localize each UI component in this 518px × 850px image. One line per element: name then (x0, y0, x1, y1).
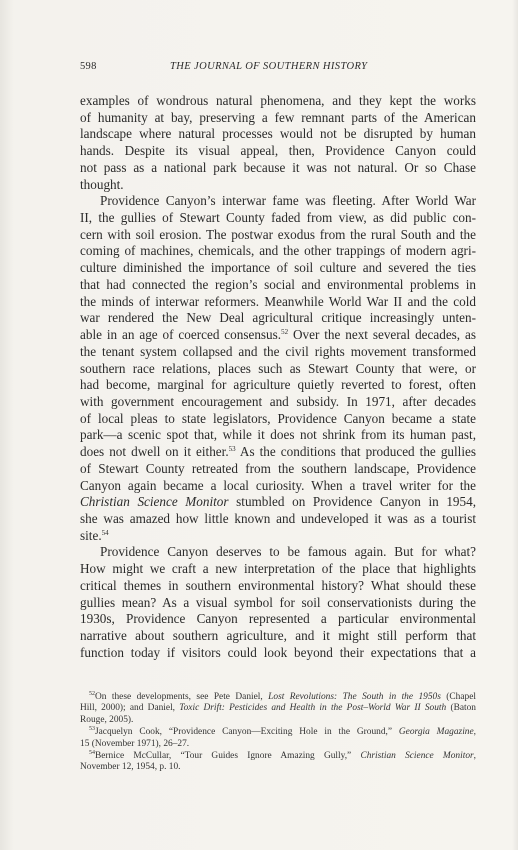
text-line: southern race relations, places such as Stewart County that were, or (80, 360, 476, 376)
footnote-line: $^{54}$Bernice McCullar, “Tour Guides Ignore Amazing Gully,” Christian Science Monitor, (89, 750, 476, 762)
footnote-line: 15 (November 1971), 26–27. (80, 738, 190, 749)
text-line: that had connected the region’s social and environmental problems in (80, 276, 476, 292)
text-line: site.$^{54}$ (80, 527, 109, 543)
text-line: war rendered the New Deal agricultural critique increasingly unten- (80, 310, 476, 326)
footnote-line: November 12, 1954, p. 10. (80, 762, 181, 773)
text-line: not pass as a national park because it was not natural. Or so Chase (80, 159, 476, 175)
text-line: landscape where natural processes would not be disrupted by human (80, 126, 476, 142)
text-line: able in an age of coerced consensus.$^{52}$ Over the next several decades, as (80, 327, 476, 343)
text-line: thought. (80, 176, 124, 192)
text-line: Providence Canyon deserves to be famous again. But for what? (100, 544, 476, 560)
text-line: function today if visitors could look beyond their expectations that a (80, 644, 476, 660)
paragraph (80, 93, 476, 193)
text-line: gullies mean? As a visual symbol for soil conservationists during the (80, 594, 476, 610)
text-line: of Stewart County retreated from the southern landscape, Providence (80, 460, 476, 476)
text-line: the minds of interwar reformers. Meanwhile World War II and the cold (80, 293, 476, 309)
paragraph (80, 544, 476, 661)
journal-title: THE JOURNAL OF SOUTHERN HISTORY (170, 61, 368, 72)
footnotes (80, 692, 476, 775)
text-line: cern with soil erosion. The postwar exodus from the rural South and the (80, 226, 476, 242)
text-line: with government encouragement and subsidy. In 1971, after decades (80, 393, 476, 409)
paragraph (80, 193, 476, 544)
text-line: II, the gullies of Stewart County faded from view, as did public con- (80, 210, 476, 226)
page-number: 598 (80, 61, 97, 72)
footnote (80, 727, 476, 750)
text-line: of local pleas to state legislators, Providence Canyon became a state (80, 410, 476, 426)
text-line: coming of machines, chemicals, and the other trappings of modern agri- (80, 243, 476, 259)
text-line: park—a scenic spot that, while it does not shrink from its human past, (80, 427, 476, 443)
footnote-marker: 54 (89, 750, 95, 757)
footnote-marker: 53 (228, 445, 236, 454)
text-line: the tenant system collapsed and the civil rights movement transformed (80, 343, 476, 359)
text-line: had become, marginal for agriculture quietly reverted to forest, often (80, 377, 476, 393)
text-line: examples of wondrous natural phenomena, and they kept the works (80, 93, 476, 108)
footnote-line: $^{53}$Jacquelyn Cook, “Providence Canyon—Exciting Hole in the Ground,” Georgia Magazine, (89, 726, 476, 738)
text-line: hands. Despite its visual appeal, then, Providence Canyon could (80, 143, 476, 159)
footnote-marker: 52 (281, 328, 289, 337)
text-line: Christian Science Monitor stumbled on Providence Canyon in 1954, (80, 494, 476, 510)
text-line: narrative about southern agriculture, and it might still perform that (80, 628, 476, 643)
text-line: culture diminished the importance of soil culture and severed the ties (80, 260, 476, 276)
text-line: she was amazed how little known and undeveloped it was as a tourist (80, 510, 476, 526)
text-line: How might we craft a new interpretation of the place that highlights (80, 561, 476, 577)
text-line: 1930s, Providence Canyon represented a particular environmental (80, 611, 476, 627)
footnote (80, 692, 476, 726)
text-line: critical themes in southern environmental history? What should these (80, 577, 476, 593)
footnote-marker: 53 (89, 726, 95, 733)
running-head (80, 61, 476, 77)
footnote-marker: 52 (89, 691, 95, 697)
body-text (80, 93, 476, 661)
text-line: Providence Canyon’s interwar fame was fleeting. After World War (100, 193, 476, 209)
footnote-line: Hill, 2000); and Daniel, Toxic Drift: Pesticides and Health in the Post–World War II South (Baton (80, 703, 476, 714)
footnote-line: Rouge, 2005). (80, 714, 134, 725)
footnote (80, 751, 476, 774)
text-line: of humanity at bay, preserving a few remnant parts of the American (80, 109, 476, 125)
text-line: Canyon again became a local curiosity. When a travel writer for the (80, 477, 476, 493)
footnote-line: $^{52}$On these developments, see Pete Daniel, Lost Revolutions: The South in the 1950s (Chapel (89, 691, 476, 702)
text-line: does not dwell on it either.$^{53}$ As the conditions that produced the gullies (80, 444, 476, 460)
footnote-marker: 54 (101, 528, 109, 537)
